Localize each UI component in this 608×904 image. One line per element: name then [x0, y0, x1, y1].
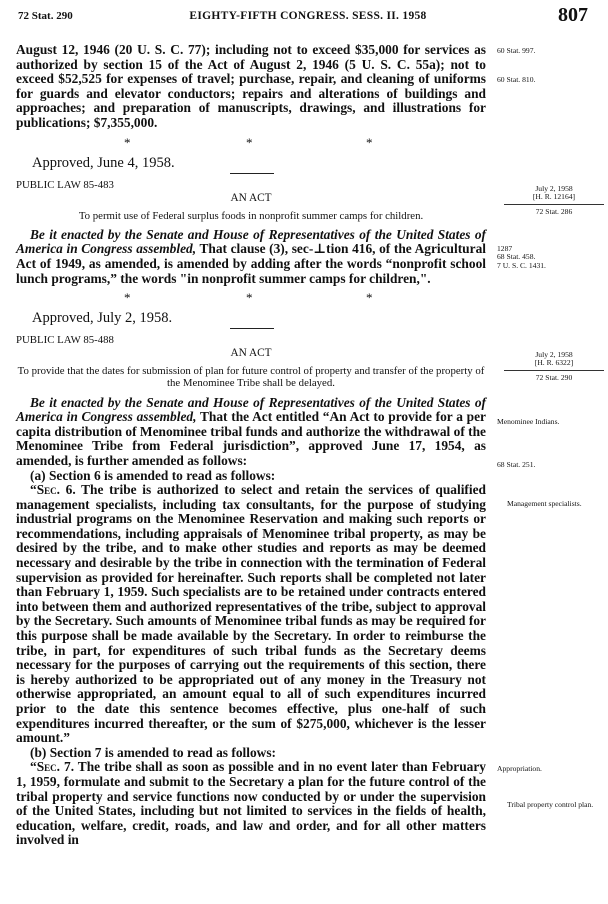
main-text-column	[16, 43, 486, 848]
star: *	[246, 290, 253, 306]
act-purpose: To permit use of Federal surplus foods in nonprofit summer camps for children.	[78, 209, 424, 222]
public-law-designation: PUBLIC LAW 85-488	[16, 334, 114, 347]
law-1-date: July 2, 1958	[535, 184, 573, 193]
act-purpose: To provide that the dates for submission of plan for future control of property and transfer of the property of the Menominee Tribe shall be delayed.	[17, 365, 485, 390]
margin-note: 68 Stat. 251.	[497, 460, 536, 469]
law-2-margin-block	[504, 351, 604, 382]
section-7-body: The tribe shall as soon as possible and in no event later than February 1, 1959, formulate and submit to the Secretary a plan for the future control of the tribal property and service functions now conducted by or under the supervision of the United States, including but not limited to services in the fields of health, education, welfare, credit, roads, and law and order, and for all other matters involved in	[16, 759, 486, 848]
margin-note: 60 Stat. 810.	[497, 75, 536, 84]
law-2-date-bill	[504, 351, 604, 371]
section-6-label: “Sec. 6.	[30, 482, 76, 498]
margin-note: Management specialists.	[507, 499, 582, 508]
divider-rule	[230, 173, 274, 174]
law-1-margin-block	[504, 185, 604, 216]
running-header	[18, 4, 598, 28]
margin-note: Appropriation.	[497, 764, 542, 773]
section-break-stars	[16, 135, 486, 149]
enacting-clause: Be it enacted by the Senate and House of Representatives of the United States of America in Congress assembled,	[16, 226, 486, 257]
margin-note: 7 U. S. C. 1431.	[497, 260, 546, 270]
margin-note: Menominee Indians.	[497, 417, 560, 426]
section-7-label: “Sec. 7.	[30, 759, 75, 775]
margin-note: 68 Stat. 458.	[497, 252, 536, 262]
page-number: 807	[558, 4, 588, 26]
enacting-body: That the Act entitled “An Act to provide for a per capita distribution of Menominee tribal funds and authorize the withdrawal of the Menominee Tribe from Federal jurisdiction”, approved June 17, 1954, as amended, is further amended as follows:	[16, 409, 487, 468]
law-1-date-bill	[504, 185, 604, 205]
star: *	[366, 134, 373, 150]
public-law-designation: PUBLIC LAW 85-483	[16, 178, 114, 191]
approval-line: Approved, June 4, 1958.	[32, 154, 175, 171]
margin-note: 1287	[497, 244, 513, 253]
header-citation: 72 Stat. 290	[18, 10, 73, 22]
margin-note: 60 Stat. 997.	[497, 46, 536, 55]
enacting-body: That clause (3), sec-⊥tion 416, of the Agricultural Act of 1949, as amended, is amended by adding after the words “nonprofit school lunch programs,” the words "in nonprofit summer camps for children,".	[16, 241, 486, 286]
an-act-heading: AN ACT	[230, 347, 272, 360]
section-break-stars	[16, 290, 486, 304]
approval-line: Approved, July 2, 1958.	[32, 310, 173, 327]
enacting-paragraph	[16, 396, 486, 469]
enacting-clause: Be it enacted by the Senate and House of Representatives of the United States of America in Congress assembled,	[16, 394, 486, 425]
enacting-paragraph	[16, 228, 486, 286]
star: *	[246, 134, 253, 150]
law-2-stat: 72 Stat. 290	[535, 372, 573, 382]
star: *	[124, 290, 131, 306]
section-6-body: The tribe is authorized to select and retain the services of qualified management specialists, including tax consultants, for the purpose of studying industrial programs on the Menominee Reservation and making such reports or recommendations, including appraisals of Menominee tribal property, as may be desired by the tribe, and to make other studies and reports as may be deemed necessary and desirable by the tribe in connection with the termination of Federal supervision as provided for hereinafter. Such reports shall be completed not later than February 1, 1959. Such specialists are to be retained under contracts entered into between them and authorized representatives of the tribe, subject to approval by the Secretary. Such amounts of Menominee tribal funds as may be required for this purpose shall be made available by the Secretary. In order to reimburse the tribe, in part, for expenditures of such tribal funds as the Secretary deems necessary for the purposes of carrying out the requirements of this section, there is hereby authorized to be appropriated out of any money in the Treasury not otherwise appropriated, an amount equal to all of such expenditures incurred prior to the date this sentence becomes effective, plus one-half of such expenditures incurred thereafter, or the sum of $275,000, whichever is the lesser amount.”	[16, 482, 486, 746]
section-7-text	[16, 760, 486, 848]
margin-note: Tribal property control plan.	[507, 800, 594, 809]
header-congress-session: EIGHTY-FIFTH CONGRESS. SESS. II. 1958	[189, 10, 427, 22]
star: *	[366, 290, 373, 306]
law-1-stat: 72 Stat. 286	[535, 206, 573, 216]
margin-note-group	[497, 245, 601, 270]
an-act-heading: AN ACT	[230, 191, 272, 204]
amendment-b-line: (b) Section 7 is amended to read as follows:	[30, 744, 276, 760]
amendment-a-line: (a) Section 6 is amended to read as follows:	[30, 467, 276, 483]
law-2-date: July 2, 1958	[535, 350, 573, 359]
law-1-bill-number: [H. R. 12164]	[532, 192, 576, 202]
star: *	[124, 134, 131, 150]
law-2-bill-number: [H. R. 6322]	[534, 358, 574, 368]
section-6-text	[16, 483, 486, 746]
appropriation-paragraph: August 12, 1946 (20 U. S. C. 77); including not to exceed $35,000 for services as authorized by section 15 of the Act of August 2, 1946 (5 U. S. C. 55a); not to exceed $52,525 for expenses of travel; purchase, repair, and cleaning of uniforms for guards and elevator conductors; repairs and alterations of buildings and approaches; and preparation of manuscripts, drawings, and illustrations for publications; $7,355,000.	[16, 42, 486, 130]
divider-rule	[230, 328, 274, 329]
